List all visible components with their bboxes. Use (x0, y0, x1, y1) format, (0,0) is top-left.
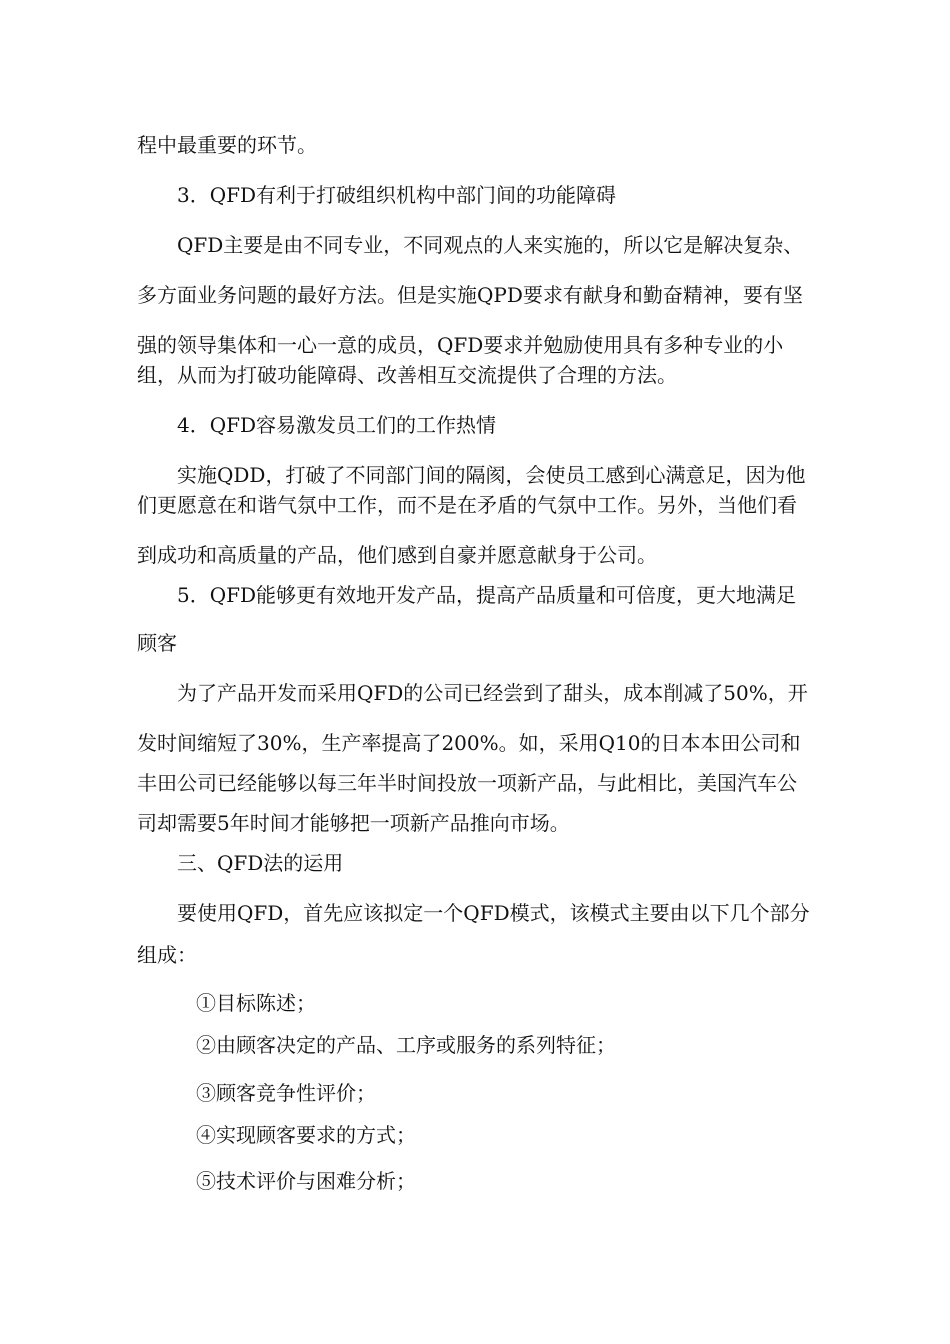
list-item: ⑤技术评价与困难分析； (196, 1169, 416, 1193)
paragraph-line: 实施QDD，打破了不同部门间的隔阂，会使员工感到心满意足，因为他 (177, 463, 806, 487)
paragraph-line: 强的领导集体和一心一意的成员，QFD要求并勉励使用具有多种专业的小 (137, 333, 784, 357)
list-item: ③顾客竞争性评价； (196, 1081, 376, 1105)
section-heading-5: 5．QFD能够更有效地开发产品，提高产品质量和可倍度，更大地满足 (177, 583, 797, 607)
paragraph-line: 司却需要5年时间才能够把一项新产品推向市场。 (137, 811, 570, 835)
paragraph-line: 发时间缩短了30%，生产率提高了200%。如，采用Q10的日本本田公司和 (137, 731, 801, 755)
paragraph-line: 组成： (137, 943, 197, 967)
list-item: ④实现顾客要求的方式； (196, 1123, 416, 1147)
paragraph-line: 为了产品开发而采用QFD的公司已经尝到了甜头，成本削减了50%，开 (177, 681, 808, 705)
paragraph-line: 们更愿意在和谐气氛中工作，而不是在矛盾的气氛中工作。另外，当他们看 (137, 493, 797, 517)
list-item: ①目标陈述； (196, 991, 316, 1015)
section-heading-3: 3．QFD有利于打破组织机构中部门间的功能障碍 (177, 183, 617, 207)
paragraph-line: 程中最重要的环节。 (137, 133, 317, 157)
paragraph-line: 多方面业务问题的最好方法。但是实施QPD要求有献身和勤奋精神，要有坚 (137, 283, 803, 307)
chapter-heading: 三、QFD法的运用 (177, 851, 344, 875)
paragraph-line: 丰田公司已经能够以每三年半时间投放一项新产品，与此相比，美国汽车公 (137, 771, 797, 795)
paragraph-line: 到成功和高质量的产品，他们感到自豪并愿意献身于公司。 (137, 543, 657, 567)
paragraph-line: QFD主要是由不同专业，不同观点的人来实施的，所以它是解决复杂、 (177, 233, 804, 257)
paragraph-line: 组，从而为打破功能障碍、改善相互交流提供了合理的方法。 (137, 363, 677, 387)
section-heading-4: 4．QFD容易激发员工们的工作热情 (177, 413, 497, 437)
section-heading-5-cont: 顾客 (137, 631, 177, 655)
list-item: ②由顾客决定的产品、工序或服务的系列特征； (196, 1033, 616, 1057)
paragraph-line: 要使用QFD，首先应该拟定一个QFD模式，该模式主要由以下几个部分 (177, 901, 810, 925)
